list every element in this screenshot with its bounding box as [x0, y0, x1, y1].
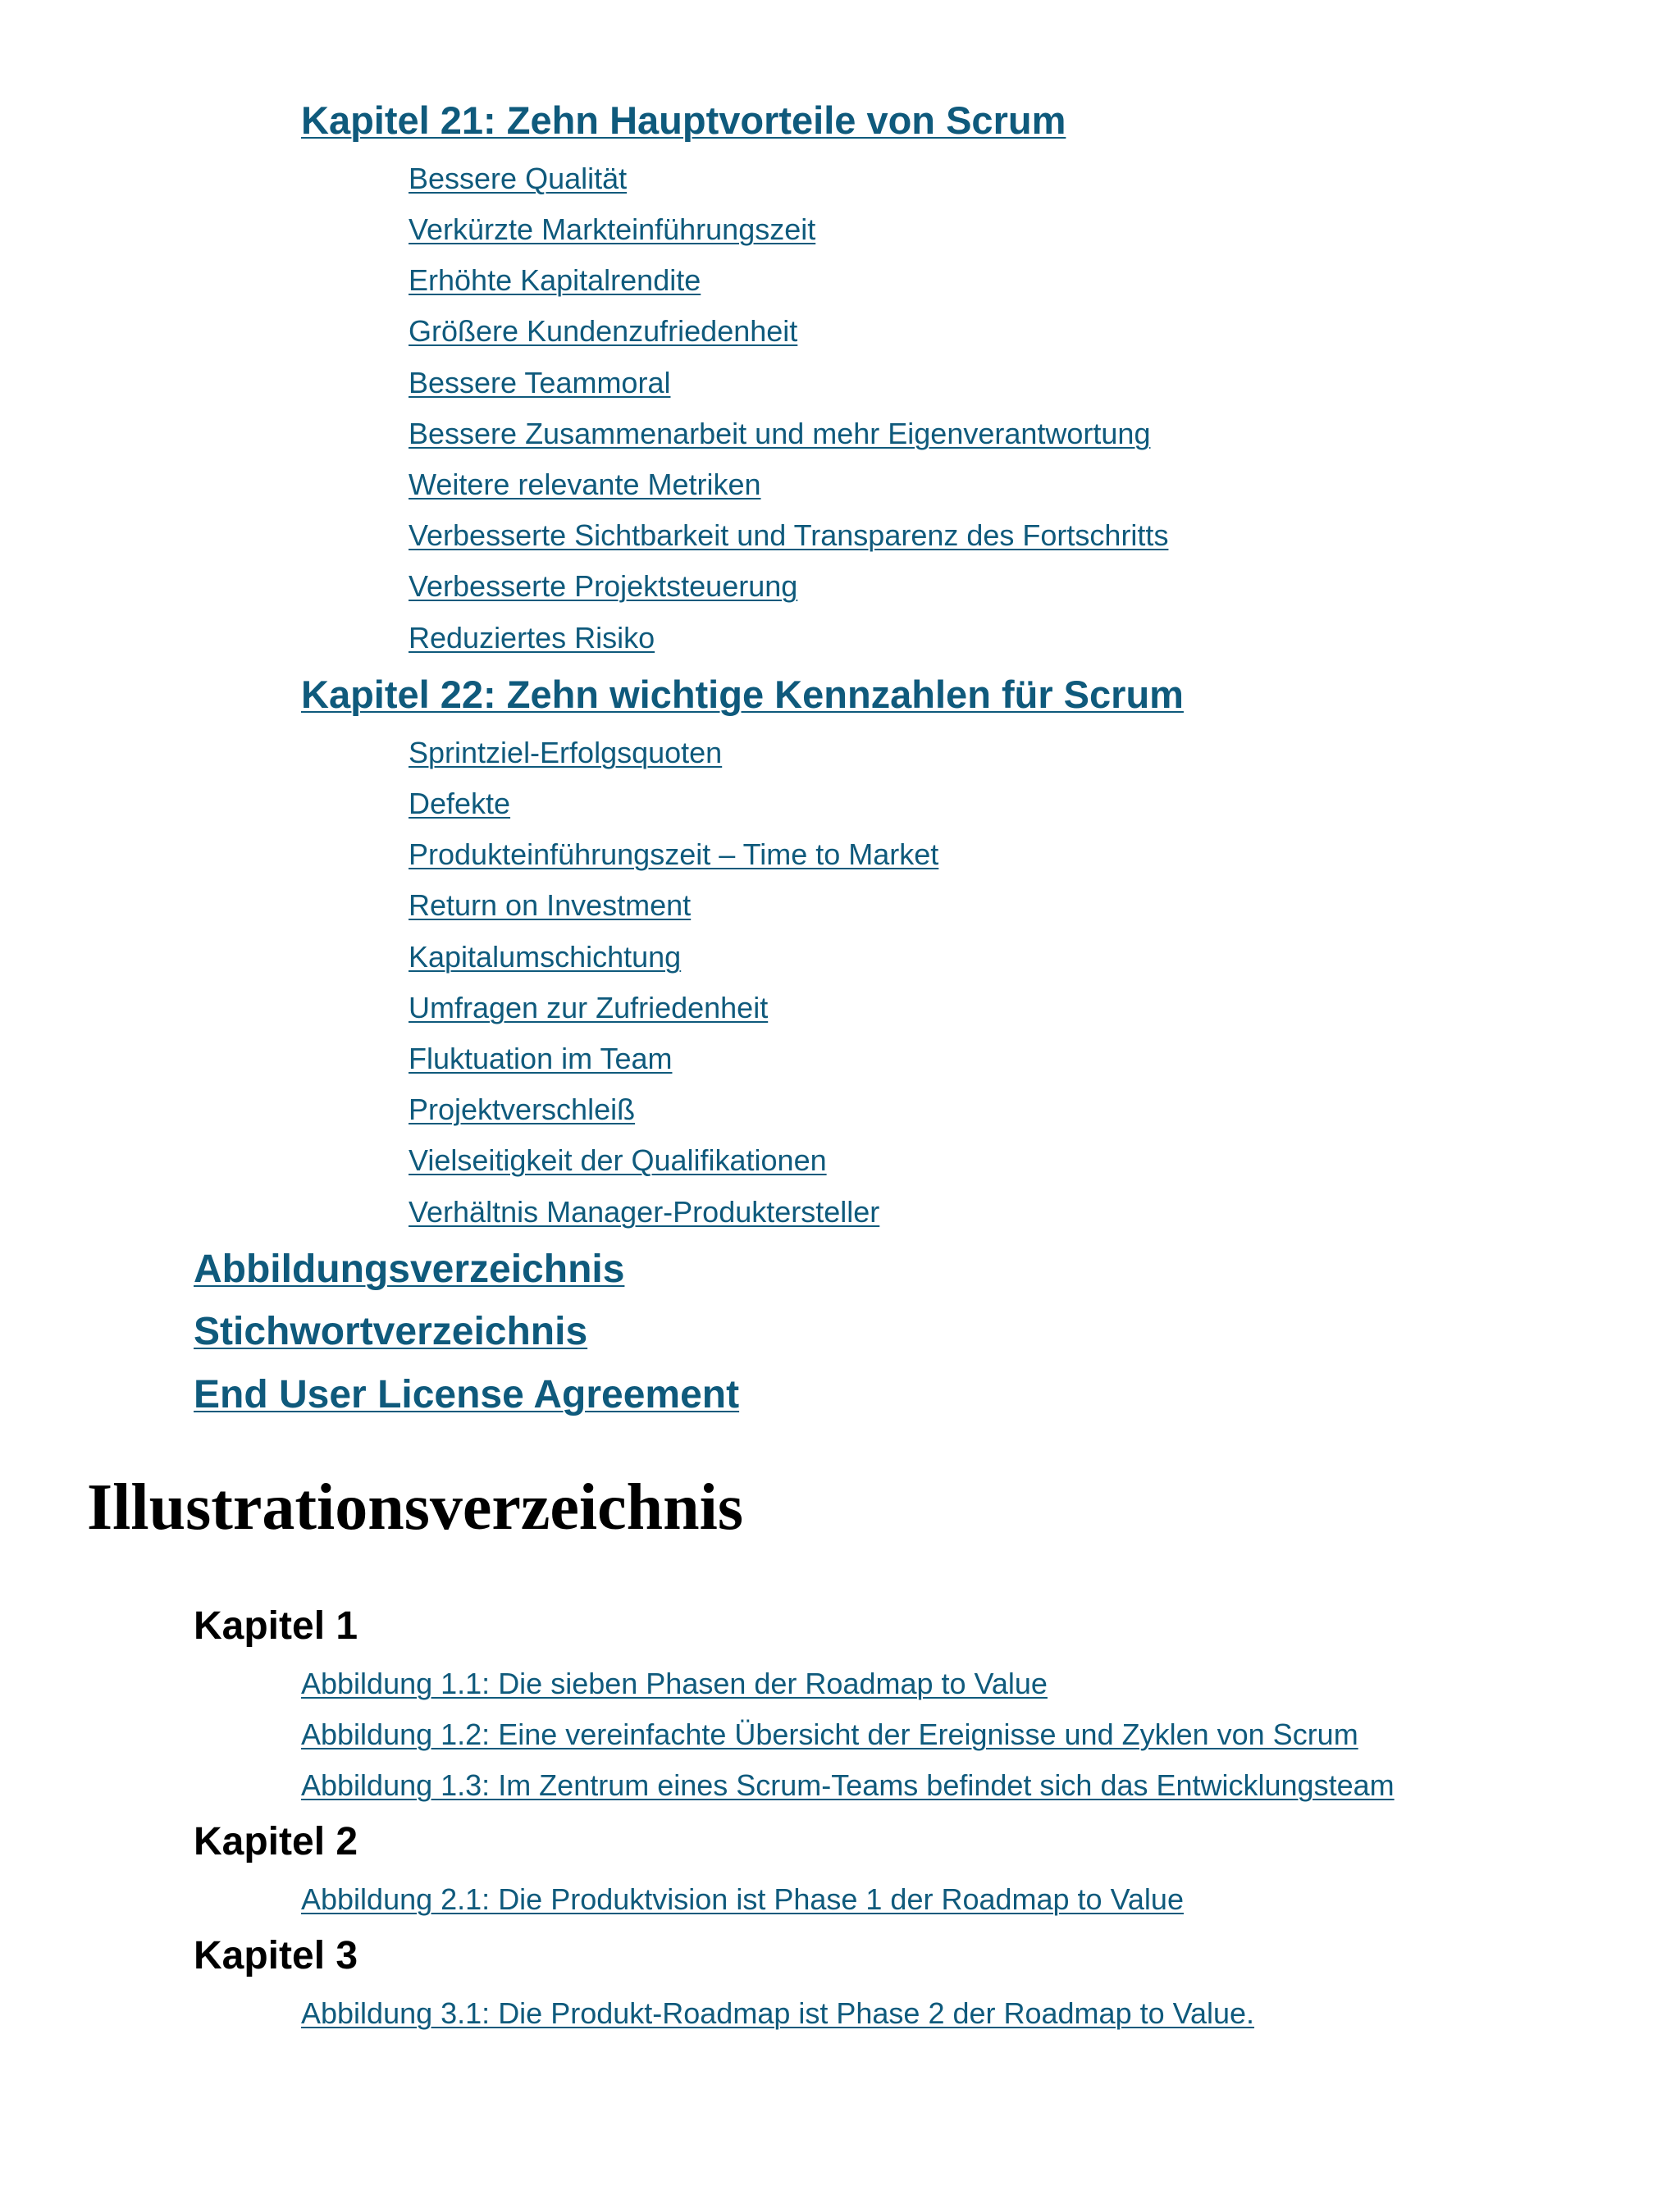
toc-section-link[interactable]: Verbesserte Projektsteuerung	[409, 569, 798, 603]
toc-chapter-21-link[interactable]: Kapitel 21: Zehn Hauptvorteile von Scrum	[301, 98, 1066, 142]
toc-section-link[interactable]: Umfragen zur Zufriedenheit	[409, 991, 769, 1024]
toc-section-link[interactable]: Reduziertes Risiko	[409, 621, 655, 655]
toc-section-link[interactable]: Verbesserte Sichtbarkeit und Transparenz des Fortschritts	[409, 518, 1169, 552]
figure-link[interactable]: Abbildung 1.3: Im Zentrum eines Scrum-Teams befindet sich das Entwicklungsteam	[301, 1768, 1395, 1802]
toc-section-link[interactable]: Defekte	[409, 787, 511, 820]
toc-chapter-22-link[interactable]: Kapitel 22: Zehn wichtige Kennzahlen für Scrum	[301, 673, 1184, 716]
toc-section-link[interactable]: Bessere Teammoral	[409, 366, 671, 399]
toc-section-link[interactable]: Bessere Qualität	[409, 162, 628, 195]
toc-section-link[interactable]: Kapitalumschichtung	[409, 940, 682, 974]
toc-section-link[interactable]: Sprintziel-Erfolgsquoten	[409, 736, 723, 769]
figure-group-heading: Kapitel 2	[194, 1820, 358, 1863]
figure-link[interactable]: Abbildung 3.1: Die Produkt-Roadmap ist Phase 2 der Roadmap to Value.	[301, 1996, 1255, 2030]
toc-section-link[interactable]: Projektverschleiß	[409, 1092, 636, 1126]
toc-section-link[interactable]: Vielseitigkeit der Qualifikationen	[409, 1143, 827, 1177]
figure-link[interactable]: Abbildung 1.1: Die sieben Phasen der Roadmap to Value	[301, 1667, 1048, 1700]
toc-section-link[interactable]: Weitere relevante Metriken	[409, 468, 761, 501]
toc-section-link[interactable]: Verkürzte Markteinführungszeit	[409, 212, 816, 246]
toc-section-link[interactable]: Bessere Zusammenarbeit und mehr Eigenverantwortung	[409, 417, 1151, 450]
toc-abbildungsverzeichnis-link[interactable]: Abbildungsverzeichnis	[194, 1248, 625, 1291]
figure-link[interactable]: Abbildung 2.1: Die Produktvision ist Phase 1 der Roadmap to Value	[301, 1882, 1184, 1916]
toc-eula-link[interactable]: End User License Agreement	[194, 1373, 740, 1416]
toc-section-link[interactable]: Erhöhte Kapitalrendite	[409, 263, 701, 297]
toc-section-link[interactable]: Return on Investment	[409, 888, 692, 922]
toc-section-link[interactable]: Produkteinführungszeit – Time to Market	[409, 837, 939, 871]
toc-section-link[interactable]: Fluktuation im Team	[409, 1042, 673, 1075]
page-title: Illustrationsverzeichnis	[87, 1471, 743, 1544]
figure-group-heading: Kapitel 3	[194, 1934, 358, 1977]
toc-stichwortverzeichnis-link[interactable]: Stichwortverzeichnis	[194, 1310, 588, 1353]
figure-link[interactable]: Abbildung 1.2: Eine vereinfachte Übersicht der Ereignisse und Zyklen von Scrum	[301, 1717, 1358, 1751]
toc-section-link[interactable]: Größere Kundenzufriedenheit	[409, 314, 798, 348]
figure-group-heading: Kapitel 1	[194, 1604, 358, 1648]
toc-section-link[interactable]: Verhältnis Manager-Produktersteller	[409, 1195, 880, 1229]
